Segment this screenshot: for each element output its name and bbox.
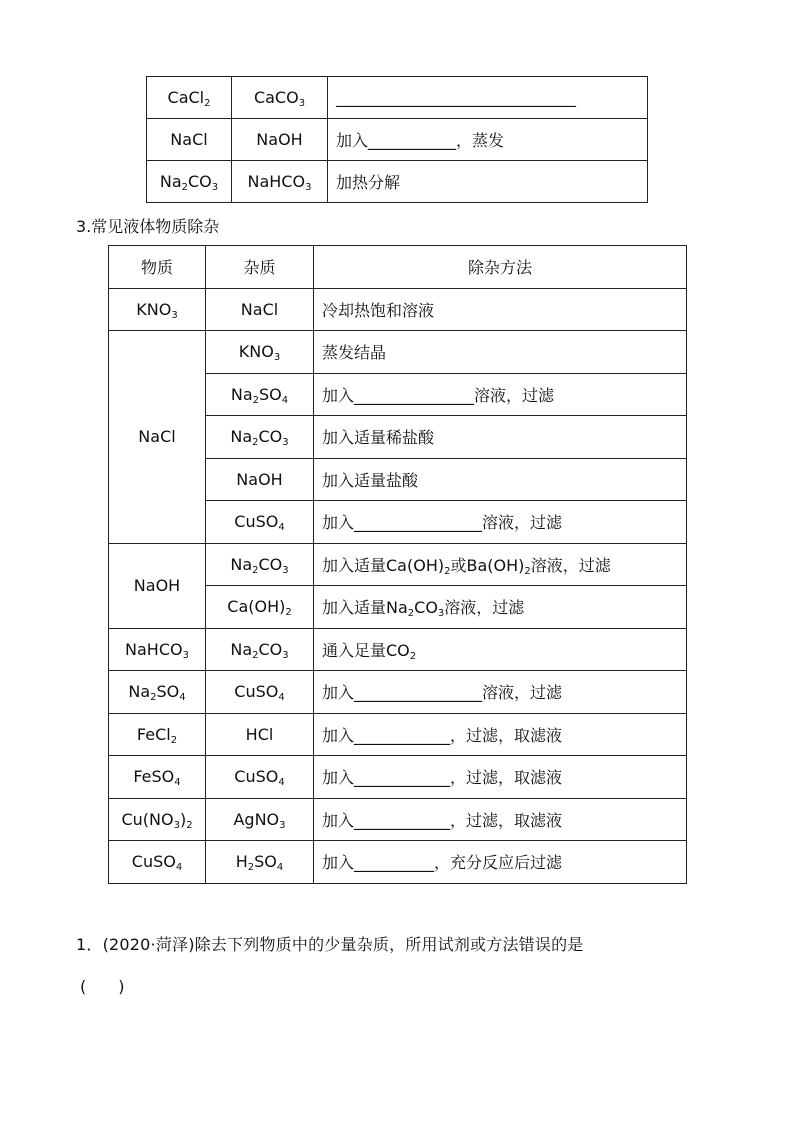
table-row (109, 671, 687, 714)
cell-method: 加入____________，过滤，取滤液 (314, 756, 687, 799)
cell-impurity: AgNO$_3$ (206, 798, 314, 841)
cell-impurity: $H_2SO_4$ (206, 841, 314, 884)
cell-impurity: NaHCO$_3$ (232, 161, 328, 203)
cell-method: 加入________________溶液，过滤 (314, 671, 687, 714)
cell-impurity: HCl (206, 713, 314, 756)
table-row (147, 77, 648, 119)
question-text: 1．(2020·菏泽)除去下列物质中的少量杂质，所用试剂或方法错误的是 (76, 935, 584, 954)
cell-impurity: $Na_2CO_3$ (206, 543, 314, 586)
cell-impurity: CuSO$_4$ (206, 756, 314, 799)
cell-method: ______________________________ (328, 77, 648, 119)
cell-method: 加入适量盐酸 (314, 458, 687, 501)
cell-impurity: CuSO$_4$ (206, 671, 314, 714)
header-impurity: 杂质 (206, 246, 314, 289)
cell-method: 加入___________，蒸发 (328, 119, 648, 161)
table-row (109, 798, 687, 841)
cell-impurity: CuSO$_4$ (206, 501, 314, 544)
cell-substance: CaCl$_2$ (147, 77, 232, 119)
cell-method: 加热分解 (328, 161, 648, 203)
cell-method: 加入_______________溶液，过滤 (314, 373, 687, 416)
cell-method: 加入____________，过滤，取滤液 (314, 798, 687, 841)
cell-method: 加入________________溶液，过滤 (314, 501, 687, 544)
table-row (109, 628, 687, 671)
cell-substance: NaHCO$_3$ (109, 628, 206, 671)
cell-method: 蒸发结晶 (314, 331, 687, 374)
cell-impurity: NaOH (206, 458, 314, 501)
cell-impurity: NaCl (206, 288, 314, 331)
table-liquid-impurities (108, 245, 687, 884)
cell-method: 冷却热饱和溶液 (314, 288, 687, 331)
cell-method: 加入适量稀盐酸 (314, 416, 687, 459)
cell-method: 加入适量$Na_2CO_3$溶液，过滤 (314, 586, 687, 629)
cell-impurity: $Na_2CO_3$ (206, 416, 314, 459)
cell-impurity: $Na_2SO_4$ (206, 373, 314, 416)
table-row (109, 756, 687, 799)
section-title: 3.常见液体物质除杂 (76, 217, 220, 236)
cell-impurity: $Ca(OH)_2$ (206, 586, 314, 629)
cell-substance: FeCl$_2$ (109, 713, 206, 756)
cell-substance: $KNO_3$ (109, 288, 206, 331)
table-row (109, 288, 687, 331)
cell-method: 通入足量$CO_2$ (314, 628, 687, 671)
answer-bracket: ( ) (80, 977, 125, 996)
cell-method: 加入____________，过滤，取滤液 (314, 713, 687, 756)
cell-method: 加入__________，充分反应后过滤 (314, 841, 687, 884)
cell-method: 加入适量$Ca(OH)_2$或$Ba(OH)_2$溶液，过滤 (314, 543, 687, 586)
cell-substance: $Na_2CO_3$ (147, 161, 232, 203)
table-row (109, 713, 687, 756)
cell-impurity: CaCO$_3$ (232, 77, 328, 119)
header-method: 除杂方法 (314, 246, 687, 289)
table-row (147, 119, 648, 161)
cell-substance: $Na_2SO_4$ (109, 671, 206, 714)
cell-impurity: $KNO_3$ (206, 331, 314, 374)
table-header-row (109, 246, 687, 289)
cell-impurity: NaOH (232, 119, 328, 161)
table-row (147, 161, 648, 203)
header-substance: 物质 (109, 246, 206, 289)
cell-substance: NaCl (147, 119, 232, 161)
cell-substance: NaCl (109, 331, 206, 544)
cell-substance: NaOH (109, 543, 206, 628)
cell-substance: $Cu(NO_3)_2$ (109, 798, 206, 841)
cell-substance: FeSO$_4$ (109, 756, 206, 799)
table-row (109, 543, 687, 586)
table-row (109, 841, 687, 884)
cell-impurity: $Na_2CO_3$ (206, 628, 314, 671)
table-row (109, 331, 687, 374)
cell-substance: CuSO$_4$ (109, 841, 206, 884)
table-solid-impurities-continued (146, 76, 648, 203)
